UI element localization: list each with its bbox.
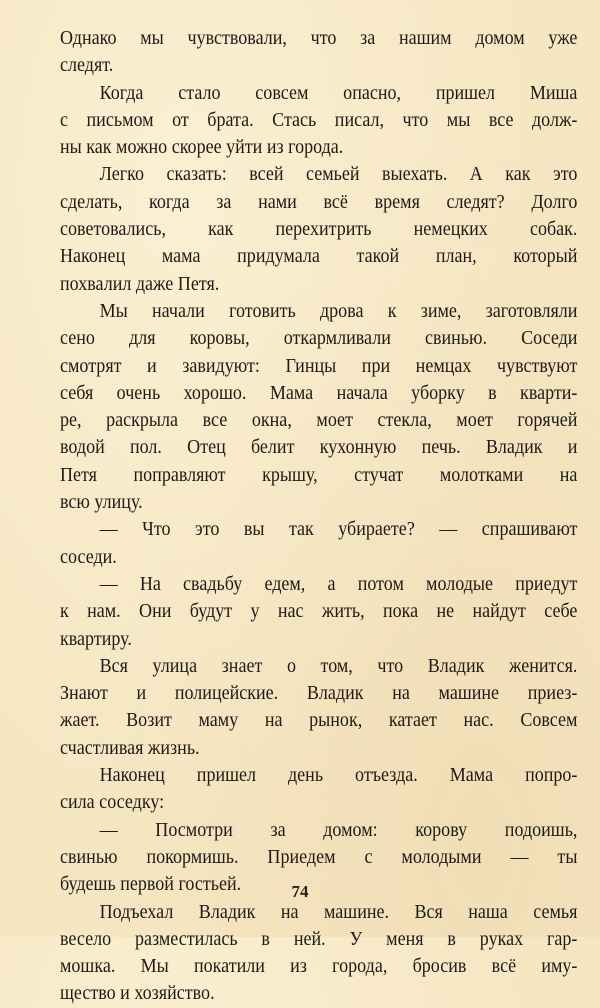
text-line: Легко сказать: всей семьей выехать. А как это — [99, 163, 578, 186]
text-line: свинью покормишь. Приедем с молодыми — ты — [60, 845, 578, 868]
text-line: сено для коровы, откармливали свинью. Соседи — [60, 327, 578, 350]
text-line: квартиру. — [60, 627, 132, 650]
text-line: водой пол. Отец белит кухонную печь. Владик и — [60, 436, 578, 459]
text-line: ре, раскрыла все окна, моет стекла, моет горячей — [60, 409, 578, 432]
text-line: Вся улица знает о том, что Владик женится. — [99, 654, 578, 677]
page-number: 74 — [291, 882, 309, 901]
text-line: ны как можно скорее уйти из города. — [60, 136, 344, 159]
text-line: Подъехал Владик на машине. Вся наша семья — [99, 900, 578, 923]
text-line: Знают и полицейские. Владик на машине приез- — [60, 682, 578, 705]
text-line: Однако мы чувствовали, что за нашим домом уже — [60, 27, 578, 49]
text-line: Наконец мама придумала такой план, который — [60, 245, 578, 268]
text-line: — На свадьбу едем, а потом молодые приедут — [99, 572, 578, 595]
text-line: с письмом от брата. Стась писал, что мы все долж- — [60, 108, 578, 131]
text-line: счастливая жизнь. — [60, 736, 200, 759]
text-line: — Посмотри за домом: корову подоишь, — [99, 818, 578, 841]
text-line: соседи. — [60, 545, 117, 568]
text-line: себя очень хорошо. Мама начала уборку в кварти- — [60, 381, 578, 404]
text-line: Петя поправляют крышу, стучат молотками на — [60, 463, 578, 486]
text-line: сделать, когда за нами всё время следят? Долго — [60, 190, 578, 213]
text-line: щество и хозяйство. — [60, 982, 215, 1005]
text-line: будешь первой гостьей. — [60, 873, 242, 896]
text-line: всю улицу. — [60, 491, 143, 514]
text-line: мошка. Мы покатили из города, бросив всё иму- — [60, 955, 578, 978]
text-line: советовались, как перехитрить немецких собак. — [60, 218, 578, 241]
text-line: — Что это вы так убираете? — спрашивают — [99, 518, 578, 541]
text-line: Мы начали готовить дрова к зиме, заготовляли — [99, 299, 578, 322]
text-line: весело разместилась в ней. У меня в руках гар- — [60, 927, 578, 950]
text-line: Когда стало совсем опасно, пришел Миша — [99, 81, 578, 104]
text-line: Наконец пришел день отъезда. Мама попро- — [99, 764, 578, 787]
text-line: сила соседку: — [60, 791, 165, 814]
text-line: к нам. Они будут у нас жить, пока не найдут себе — [60, 600, 578, 623]
page-body — [60, 25, 578, 1008]
text-line: жает. Возит маму на рынок, катает нас. Совсем — [60, 709, 578, 732]
text-line: смотрят и завидуют: Гинцы при немцах чувствуют — [60, 354, 578, 377]
text-line: следят. — [60, 54, 114, 77]
text-line: похвалил даже Петя. — [60, 272, 220, 295]
